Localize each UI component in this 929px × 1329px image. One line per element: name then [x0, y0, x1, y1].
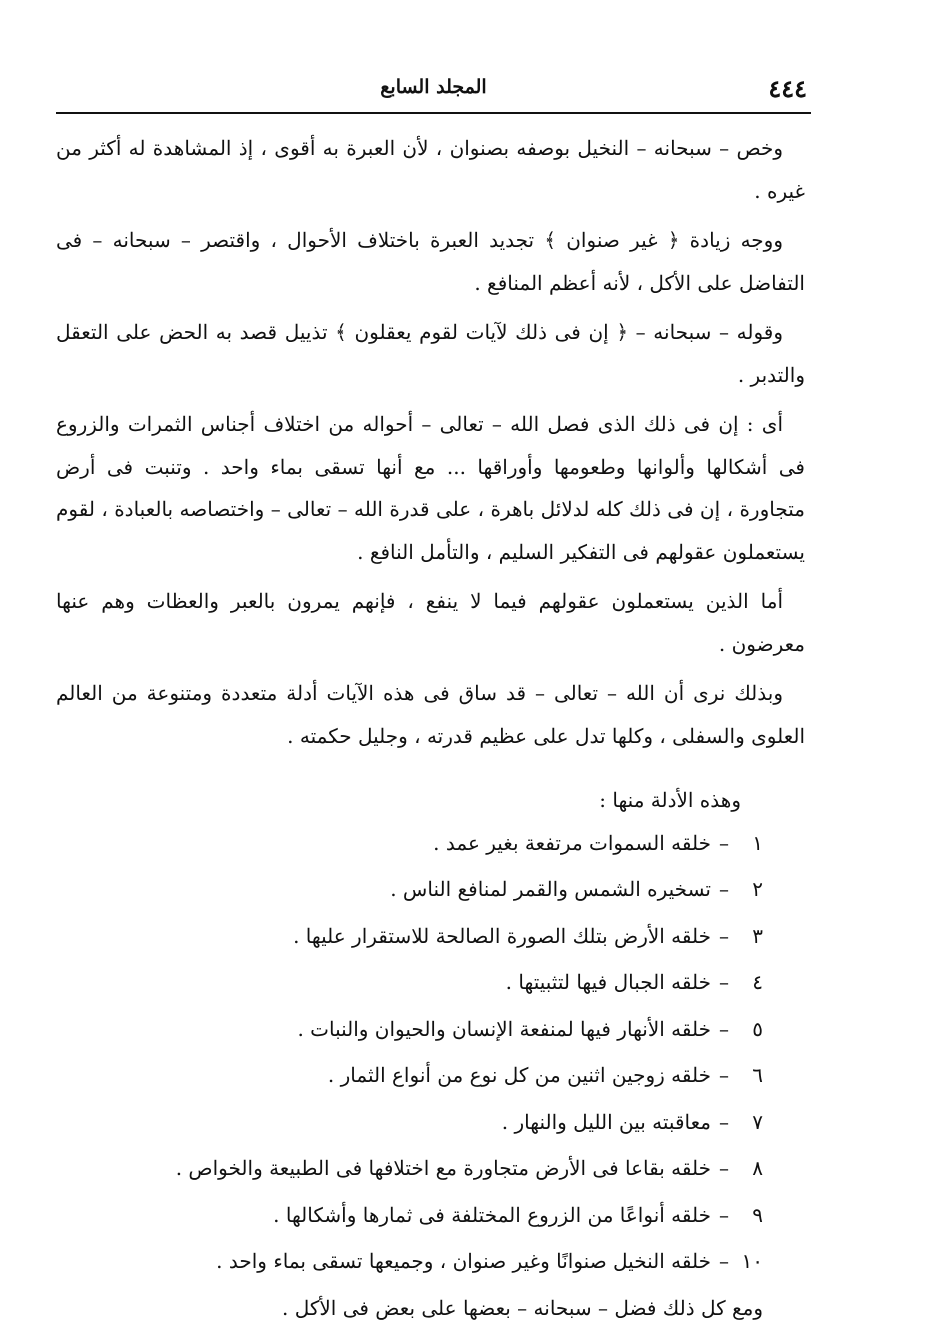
- list-intro: وهذه الأدلة منها :: [56, 779, 805, 822]
- list-dash: –: [719, 1156, 729, 1180]
- list-text: خلقه بقاعا فى الأرض متجاورة مع اختلافها فى الطبيعة والخواص .: [176, 1156, 711, 1180]
- list-item: [56, 961, 805, 1004]
- page-number: ٤٤٤: [768, 74, 807, 103]
- list-number: ٧: [737, 1101, 763, 1144]
- list-text: خلقه النخيل صنوانًا وغير صنوان ، وجميعها تسقى بماء واحد .: [216, 1249, 711, 1273]
- list-item: [56, 1008, 805, 1051]
- list-number: ٩: [737, 1194, 763, 1237]
- list-number: ٥: [737, 1008, 763, 1051]
- paragraph: وقوله – سبحانه – ﴿ إن فى ذلك لآيات لقوم يعقلون ﴾ تذييل قصد به الحض على التعقل والتدبر .: [56, 311, 805, 396]
- list-dash: –: [719, 831, 729, 855]
- list-number: ٢: [737, 868, 763, 911]
- running-title: المجلد السابع: [56, 76, 811, 98]
- list-item: [56, 1054, 805, 1097]
- list-dash: –: [719, 1249, 729, 1273]
- list-item: [56, 1194, 805, 1237]
- list-text: تسخيره الشمس والقمر لمنافع الناس .: [390, 877, 711, 901]
- list-text: خلقه الجبال فيها لتثبيتها .: [506, 970, 711, 994]
- list-item: [56, 915, 805, 958]
- list-dash: –: [719, 1063, 729, 1087]
- list-text: معاقبته بين الليل والنهار .: [502, 1110, 711, 1134]
- list-item: [56, 868, 805, 911]
- list-text: خلقه أنواعًا من الزروع المختلفة فى ثمارها وأشكالها .: [273, 1203, 711, 1227]
- list-item: [56, 1101, 805, 1144]
- list-number: ١: [737, 822, 763, 865]
- list-item: [56, 1240, 805, 1283]
- list-text: خلقه الأنهار فيها لمنفعة الإنسان والحيوان والنبات .: [297, 1017, 711, 1041]
- list-dash: –: [719, 970, 729, 994]
- page-header: [56, 74, 811, 108]
- list-item: [56, 822, 805, 865]
- closing-line: ومع كل ذلك فضل – سبحانه – بعضها على بعض فى الأكل .: [56, 1287, 805, 1329]
- list-text: خلقه الأرض بتلك الصورة الصالحة للاستقرار عليها .: [293, 924, 711, 948]
- evidence-list: [56, 822, 805, 1283]
- list-text: خلقه السموات مرتفعة بغير عمد .: [433, 831, 711, 855]
- list-item: [56, 1147, 805, 1190]
- list-dash: –: [719, 1110, 729, 1134]
- paragraph: وخص – سبحانه – النخيل بوصفه بصنوان ، لأن العبرة به أقوى ، إذ المشاهدة له أكثر من غيره .: [56, 127, 805, 212]
- paragraph: أى : إن فى ذلك الذى فصل الله – تعالى – أحواله من اختلاف أجناس الثمرات والزروع فى أشكالها وألوانها وطعومها وأوراقها ... مع أنها تسقى بماء واحد . وتنبت فى أرض متجاورة ، إن فى ذلك كله لدلائل باهرة ، على قدرة الله – تعالى – واختصاصه بالعبادة ، لقوم يستعملون عقولهم فى التفكير السليم ، والتأمل النافع .: [56, 403, 805, 573]
- list-number: ٤: [737, 961, 763, 1004]
- list-number: ٨: [737, 1147, 763, 1190]
- list-number: ١٠: [737, 1240, 763, 1283]
- list-dash: –: [719, 1203, 729, 1227]
- paragraph: أما الذين يستعملون عقولهم فيما لا ينفع ، فإنهم يمرون بالعبر والعظات وهم عنها معرضون .: [56, 580, 805, 665]
- list-dash: –: [719, 877, 729, 901]
- paragraph: وبذلك نرى أن الله – تعالى – قد ساق فى هذه الآيات أدلة متعددة ومتنوعة من العالم العلوى والسفلى ، وكلها تدل على عظيم قدرته ، وجليل حكمته .: [56, 672, 805, 757]
- body-text: [56, 127, 805, 1329]
- header-rule: [56, 112, 811, 114]
- list-number: ٦: [737, 1054, 763, 1097]
- list-text: خلقه زوجين اثنين من كل نوع من أنواع الثمار .: [328, 1063, 711, 1087]
- paragraph: ووجه زيادة ﴿ غير صنوان ﴾ تجديد العبرة باختلاف الأحوال ، واقتصر – سبحانه – فى التفاضل على الأكل ، لأنه أعظم المنافع .: [56, 219, 805, 304]
- list-number: ٣: [737, 915, 763, 958]
- list-dash: –: [719, 1017, 729, 1041]
- list-dash: –: [719, 924, 729, 948]
